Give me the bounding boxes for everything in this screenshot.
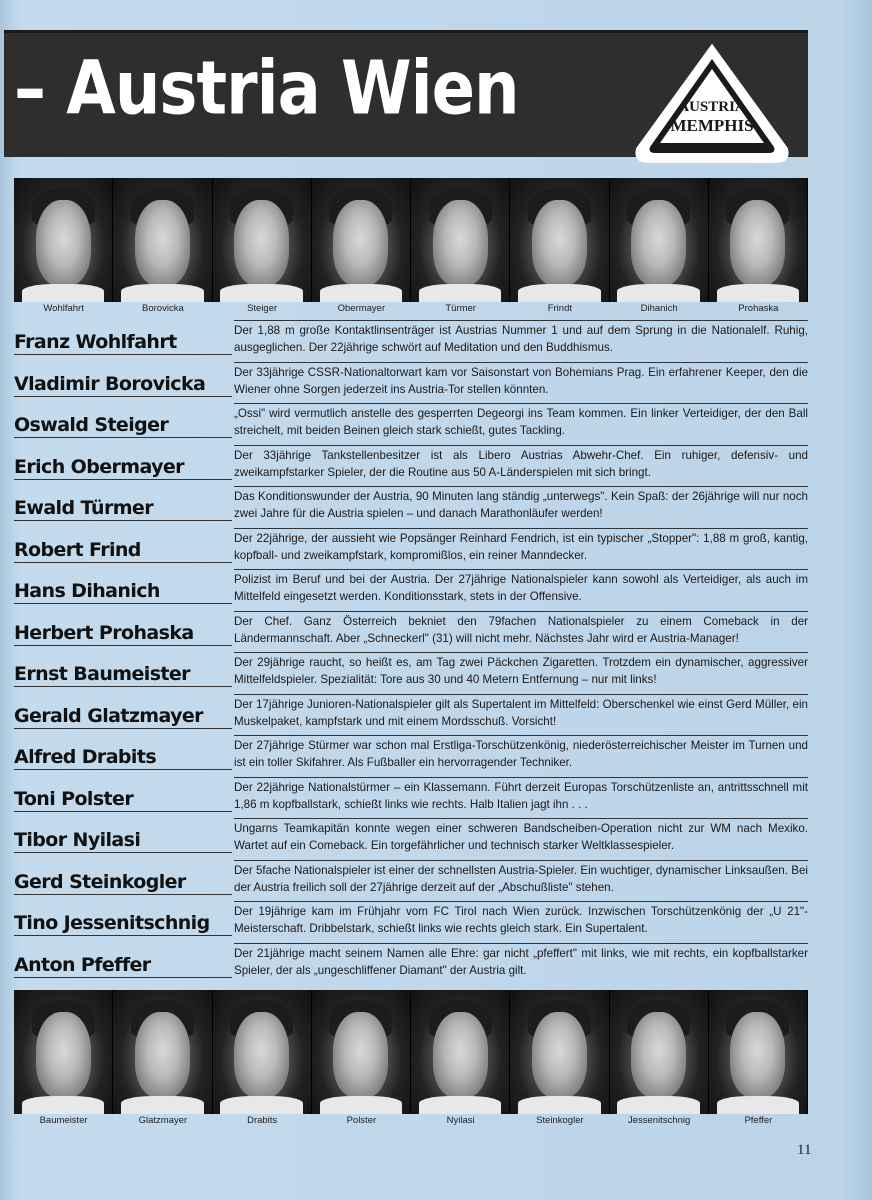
player-name: Robert Frind	[14, 538, 232, 563]
player-entry	[14, 694, 808, 736]
player-photo	[411, 990, 510, 1114]
photo-caption: Borovicka	[142, 303, 184, 314]
photo-caption: Prohaska	[738, 303, 779, 314]
photo-caption: Jessenitschnig	[627, 1115, 691, 1126]
player-photo	[213, 178, 312, 302]
player-bio: Das Konditionswunder der Austria, 90 Minuten lang ständig „unterwegs". Kein Spaß: der 26jährige will nur noch zwei Jahre für die Austria spielen – und danach Marathonläufer werden!	[234, 486, 808, 522]
player-bio: Ungarns Teamkapitän konnte wegen einer schweren Bandscheiben-Operation nicht zur WM nach Mexiko. Wartet auf ein Comeback. Ein torgefährlicher und technisch starker Weltklassespieler.	[234, 818, 808, 854]
player-photo	[113, 990, 212, 1114]
player-photo	[312, 178, 411, 302]
photo-caption: Steinkogler	[536, 1115, 584, 1126]
player-bio: Der 33jährige CSSR-Nationaltorwart kam vor Saisonstart von Bohemians Prag. Ein erfahrener Keeper, den die Wiener ohne Sorgen jederzeit ins Austria-Tor stellen könnten.	[234, 362, 808, 398]
player-name: Tino Jessenitschnig	[14, 911, 232, 936]
player-bio: Der 27jährige Stürmer war schon mal Erstliga-Torschützenkönig, niederösterreichischer Meister im Turnen und ist ein toller Skifahrer. Als Fußballer ein hervorragender Techniker.	[234, 735, 808, 771]
bottom-photo-strip	[14, 990, 808, 1114]
page-number: 11	[797, 1142, 812, 1158]
player-name: Alfred Drabits	[14, 745, 232, 770]
player-entry	[14, 943, 808, 985]
player-bio: Der 33jährige Tankstellenbesitzer ist als Libero Austrias Abwehr-Chef. Ein ruhiger, defensiv- und zweikampfstarker Spieler, der die Routine aus 50 A-Länderspielen mit sich bringt.	[234, 445, 808, 481]
player-photo	[411, 178, 510, 302]
photo-caption: Obermayer	[337, 303, 386, 314]
player-name: Ewald Türmer	[14, 496, 232, 521]
logo-line2: MEMPHIS	[670, 116, 754, 135]
player-photo	[510, 990, 609, 1114]
player-photo	[709, 990, 808, 1114]
photo-caption: Steiger	[247, 303, 278, 314]
player-name: Gerald Glatzmayer	[14, 704, 232, 729]
player-bio: Polizist im Beruf und bei der Austria. Der 27jährige Nationalspieler kann sowohl als Verteidiger, als auch im Mittelfeld eingesetzt werden. Konditionsstark, stets in der Offensive.	[234, 569, 808, 605]
player-entry	[14, 652, 808, 694]
photo-caption: Frindt	[547, 303, 573, 314]
player-entry	[14, 818, 808, 860]
player-entry	[14, 403, 808, 445]
player-name: Gerd Steinkogler	[14, 870, 232, 895]
player-name: Franz Wohlfahrt	[14, 330, 232, 355]
player-photo	[113, 178, 212, 302]
photo-caption: Baumeister	[39, 1115, 88, 1126]
player-bio: Der 22jährige Nationalstürmer – ein Klassemann. Führt derzeit Europas Torschützenliste an, antrittsschnell mit 1,86 m kopfballstark, schießt links wie rechts. Halb Italien jagt ihn . . .	[234, 777, 808, 813]
header-banner	[4, 30, 808, 157]
player-name: Vladimir Borovicka	[14, 372, 232, 397]
player-entry	[14, 445, 808, 487]
player-entry	[14, 320, 808, 362]
player-photo	[610, 990, 709, 1114]
austria-memphis-logo	[632, 43, 792, 167]
player-entry	[14, 860, 808, 902]
player-bio: Der 29jährige raucht, so heißt es, am Tag zwei Päckchen Zigaretten. Trotzdem ein dynamischer, aggressiver Mittelfeldspieler. Spezialität: Tore aus 30 und 40 Metern Entfernung – nur mit links!	[234, 652, 808, 688]
top-photo-strip	[14, 178, 808, 302]
player-photo	[610, 178, 709, 302]
photo-caption: Drabits	[247, 1115, 278, 1126]
player-entry	[14, 777, 808, 819]
player-name: Herbert Prohaska	[14, 621, 232, 646]
player-entry	[14, 486, 808, 528]
player-bio: Der 22jährige, der aussieht wie Popsänger Reinhard Fendrich, ist ein typischer „Stopper": 1,88 m groß, kantig, kopfball- und zweikampfstark, kompromißlos, ein reiner Manndecker.	[234, 528, 808, 564]
player-entry	[14, 735, 808, 777]
player-photo	[14, 178, 113, 302]
player-entry	[14, 569, 808, 611]
top-photo-captions	[14, 303, 808, 317]
photo-caption: Wohlfahrt	[43, 303, 84, 314]
player-name: Ernst Baumeister	[14, 662, 232, 687]
player-bio: Der 5fache Nationalspieler ist einer der schnellsten Austria-Spieler. Ein wuchtiger, dynamischer Linksaußen. Bei der Austria freilich soll der 27jährige derzeit auf der „Abschußliste" stehen.	[234, 860, 808, 896]
player-name: Hans Dihanich	[14, 579, 232, 604]
player-bio: Der Chef. Ganz Österreich bekniet den 79fachen Nationalspieler zu einem Comeback in der Ländermannschaft. Aber „Schneckerl" (31) will nicht mehr. Nächstes Jahr wird er Austria-Manager!	[234, 611, 808, 647]
photo-caption: Dihanich	[640, 303, 678, 314]
player-bio: Der 19jährige kam im Frühjahr vom FC Tirol nach Wien zurück. Inzwischen Torschützenkönig der „U 21"-Meisterschaft. Dribbelstark, schießt links wie rechts gleich stark. Ein Supertalent.	[234, 901, 808, 937]
player-photo	[14, 990, 113, 1114]
player-photo	[213, 990, 312, 1114]
player-name: Oswald Steiger	[14, 413, 232, 438]
player-entry	[14, 901, 808, 943]
logo-line1: AUSTRIA	[678, 99, 746, 115]
photo-caption: Nyilasi	[446, 1115, 475, 1126]
player-bio: Der 1,88 m große Kontaktlinsenträger ist Austrias Nummer 1 und auf dem Sprung in die Nationalelf. Ruhig, ausgeglichen. Der 22jährige schwört auf Meditation und den Buddhismus.	[234, 320, 808, 356]
player-name: Erich Obermayer	[14, 455, 232, 480]
player-roster	[14, 320, 808, 984]
player-entry	[14, 362, 808, 404]
photo-caption: Pfeffer	[744, 1115, 773, 1126]
player-photo	[510, 178, 609, 302]
player-entry	[14, 528, 808, 570]
bottom-photo-captions	[14, 1115, 808, 1129]
player-name: Toni Polster	[14, 787, 232, 812]
player-name: Tibor Nyilasi	[14, 828, 232, 853]
photo-caption: Polster	[346, 1115, 377, 1126]
page-title: – Austria Wien	[14, 47, 519, 133]
player-bio: „Ossi" wird vermutlich anstelle des gesperrten Degeorgi ins Team kommen. Ein linker Verteidiger, der den Ball streichelt, mit beiden Beinen gleich stark schießt, gutes Tackling.	[234, 403, 808, 439]
photo-caption: Glatzmayer	[138, 1115, 188, 1126]
player-bio: Der 17jährige Junioren-Nationalspieler gilt als Supertalent im Mittelfeld: Oberschenkel wie einst Gerd Müller, ein Muskelpaket, kampfstark und mit einem Mordsschuß. Vorsicht!	[234, 694, 808, 730]
player-photo	[312, 990, 411, 1114]
player-name: Anton Pfeffer	[14, 953, 232, 978]
player-entry	[14, 611, 808, 653]
player-bio: Der 21jährige macht seinem Namen alle Ehre: gar nicht „pfeffert" mit links, wie mit rechts, ein kopfballstarker Spieler, der als „ungeschliffener Diamant" der Austria gilt.	[234, 943, 808, 979]
player-photo	[709, 178, 808, 302]
photo-caption: Türmer	[445, 303, 476, 314]
